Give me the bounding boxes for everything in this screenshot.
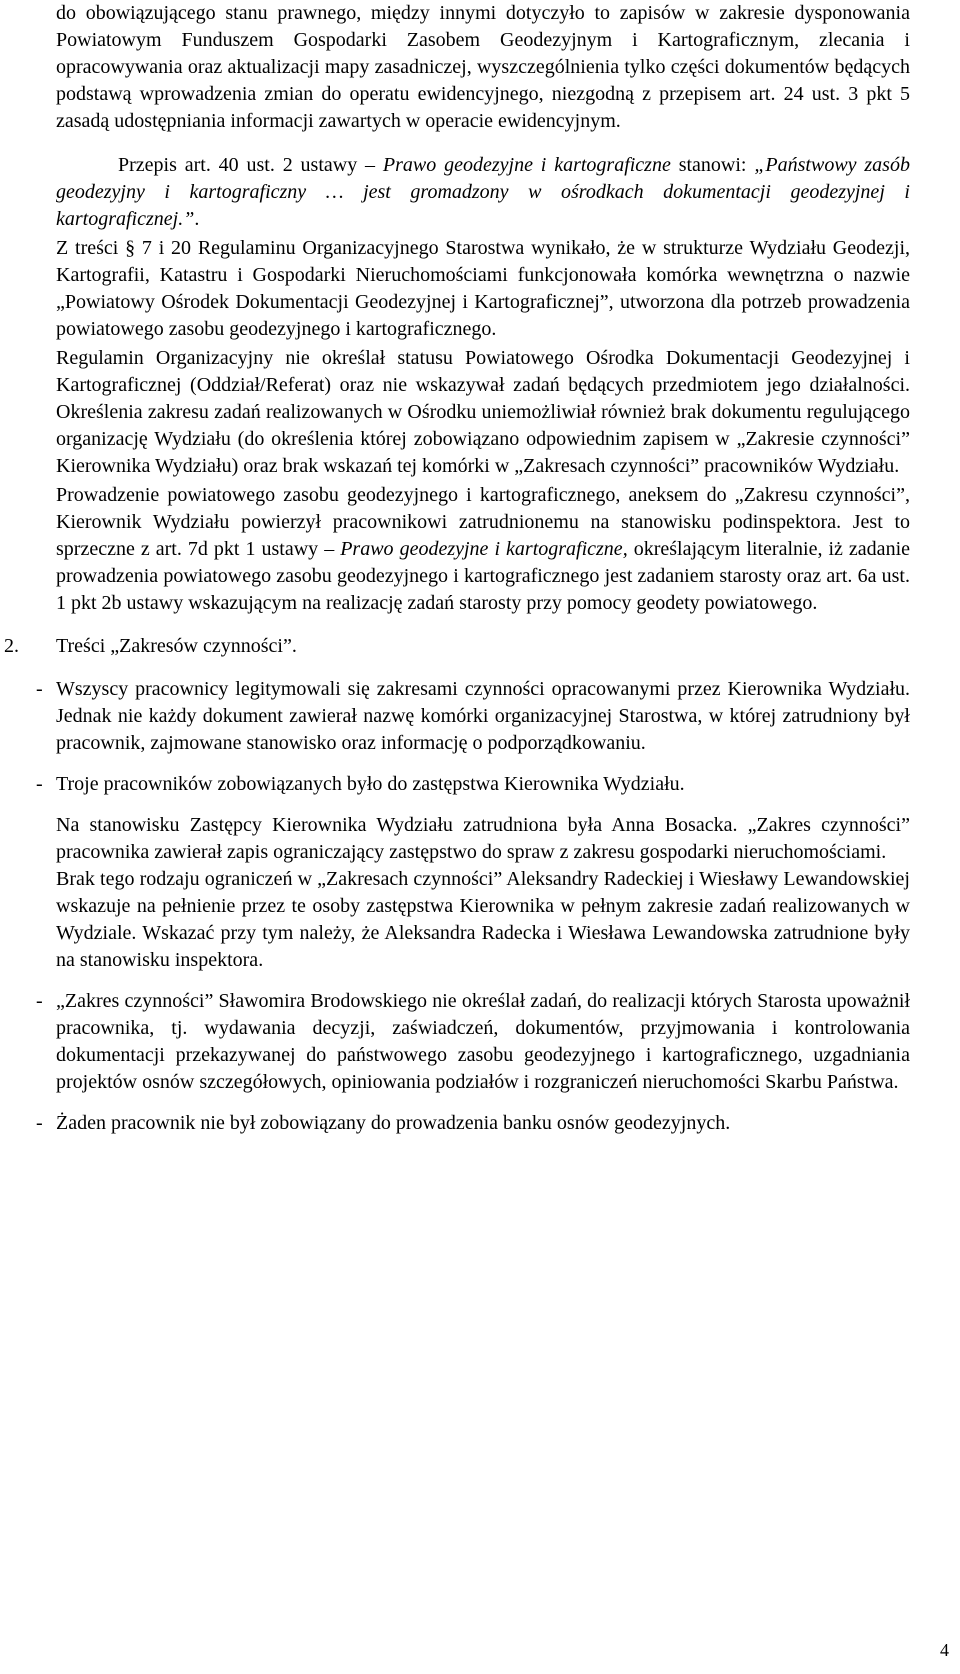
list-item-subparagraph: Brak tego rodzaju ograniczeń w „Zakresach czynności” Aleksandry Radeckiej i Wiesławy Lewandowskiej wskazuje na pełnienie przez te osoby zastępstwa Kierownika w pełnym zakresie zadań realizowanych w Wydziale. Wskazać przy tym należy, że Aleksandra Radecka i Wiesława Lewandowska zatrudnione były na stanowisku inspektora. bbox=[56, 868, 910, 971]
list-item-text: „Zakres czynności” Sławomira Brodowskiego nie określał zadań, do realizacji których Starosta upoważnił pracownika, tj. wydawania decyzji, zaświadczeń, dokumentów, przyjmowania i kontrolowania dokumentacji przekazywanej do państwowego zasobu geodezyjnego i kartograficznego, uzgadniania projektów osnów szczegółowych, opiniowania podziałów i rozgraniczeń nieruchomości Skarbu Państwa. bbox=[56, 990, 910, 1093]
paragraph-2-text-b: stanowi: bbox=[670, 154, 755, 176]
paragraph-5-text-b: określającym literalnie, iż zadanie prowadzenia powiatowego zasobu geodezyjnego i kartograficznego jest zadaniem starosty oraz art. 6a ust. 1 pkt 2b ustawy wskazującym na realizację zadań starosty przy pomocy geodety powiatowego. bbox=[56, 538, 910, 614]
act-title-2: Prawo geodezyjne i kartograficzne, bbox=[340, 538, 628, 560]
paragraph-5 bbox=[56, 482, 910, 617]
list-dash: - bbox=[36, 773, 43, 795]
section-number: 2. bbox=[4, 635, 19, 657]
list-item-subparagraph: Na stanowisku Zastępcy Kierownika Wydziału zatrudniona była Anna Bosacka. „Zakres czynności” pracownika zawierał zapis ograniczający zastępstwo do spraw z zakresu gospodarki nieruchomościami. bbox=[56, 814, 910, 863]
list-item bbox=[36, 1110, 910, 1137]
document-page bbox=[4, 0, 910, 1137]
list-item bbox=[36, 988, 910, 1096]
list-item-text: Żaden pracownik nie był zobowiązany do prowadzenia banku osnów geodezyjnych. bbox=[56, 1112, 731, 1134]
list-dash: - bbox=[36, 990, 43, 1012]
list-dash: - bbox=[36, 678, 43, 700]
paragraph-3: Z treści § 7 i 20 Regulaminu Organizacyjnego Starostwa wynikało, że w strukturze Wydziału Geodezji, Kartografii, Katastru i Gospodarki Nieruchomościami funkcjonowała komórka wewnętrzna o nazwie „Powiatowy Ośrodek Dokumentacji Geodezyjnej i Kartograficznej”, utworzona dla potrzeb prowadzenia powiatowego zasobu geodezyjnego i kartograficznego. bbox=[56, 237, 910, 340]
paragraph-5-text: Prowadzenie powiatowego zasobu geodezyjnego i kartograficznego, aneksem do „Zakresu czynności”, Kierownik Wydziału powierzył pracownikowi zatrudnionemu na stanowisku podinspektora. Jest to sprzeczne z art. 7d pkt 1 ustawy – bbox=[56, 484, 910, 560]
section-heading bbox=[4, 633, 910, 660]
paragraph-2-text: Przepis art. 40 ust. 2 ustawy – bbox=[118, 154, 383, 176]
section-title: Treści „Zakresów czynności”. bbox=[56, 635, 297, 657]
act-title: Prawo geodezyjne i kartograficzne bbox=[382, 154, 671, 176]
list-item-text: Wszyscy pracownicy legitymowali się zakresami czynności opracowanymi przez Kierownika Wydziału. Jednak nie każdy dokument zawierał nazwę komórki organizacyjnej Starostwa, w której zatrudniony był pracownik, zajmowane stanowisko oraz informację o podporządkowaniu. bbox=[56, 678, 910, 754]
list-dash: - bbox=[36, 1112, 43, 1134]
paragraph-2-end: . bbox=[194, 208, 200, 230]
list-item-continuation bbox=[56, 812, 910, 974]
quotation: „Państwowy zasób geodezyjny i kartograficzny … jest gromadzony w ośrodkach dokumentacji geodezyjnej i kartograficznej.” bbox=[56, 154, 910, 230]
paragraph-2 bbox=[56, 152, 910, 233]
page-number: 4 bbox=[940, 1640, 949, 1660]
paragraph-1: do obowiązującego stanu prawnego, między innymi dotyczyło to zapisów w zakresie dysponowania Powiatowym Funduszem Gospodarki Zasobem Geodezyjnym i Kartograficznym, zlecania i opracowywania oraz aktualizacji mapy zasadniczej, wyszczególnienia tylko części dokumentów będących podstawą wprowadzenia zmian do operatu ewidencyjnego, niezgodną z przepisem art. 24 ust. 3 pkt 5 zasadą udostępniania informacji zawartych w operacie ewidencyjnym. bbox=[56, 2, 910, 132]
list-item-text: Troje pracowników zobowiązanych było do zastępstwa Kierownika Wydziału. bbox=[56, 773, 685, 795]
paragraph-4: Regulamin Organizacyjny nie określał statusu Powiatowego Ośrodka Dokumentacji Geodezyjnej i Kartograficznej (Oddział/Referat) oraz nie wskazywał zadań będących przedmiotem jego działalności. Określenia zakresu zadań realizowanych w Ośrodku uniemożliwiał również brak dokumentu regulującego organizację Wydziału (do określenia której zobowiązano odpowiednim zapisem w „Zakresie czynności” Kierownika Wydziału) oraz brak wskazań tej komórki w „Zakresach czynności” pracowników Wydziału. bbox=[56, 347, 910, 477]
list-item bbox=[36, 676, 910, 757]
list-item bbox=[36, 771, 910, 798]
